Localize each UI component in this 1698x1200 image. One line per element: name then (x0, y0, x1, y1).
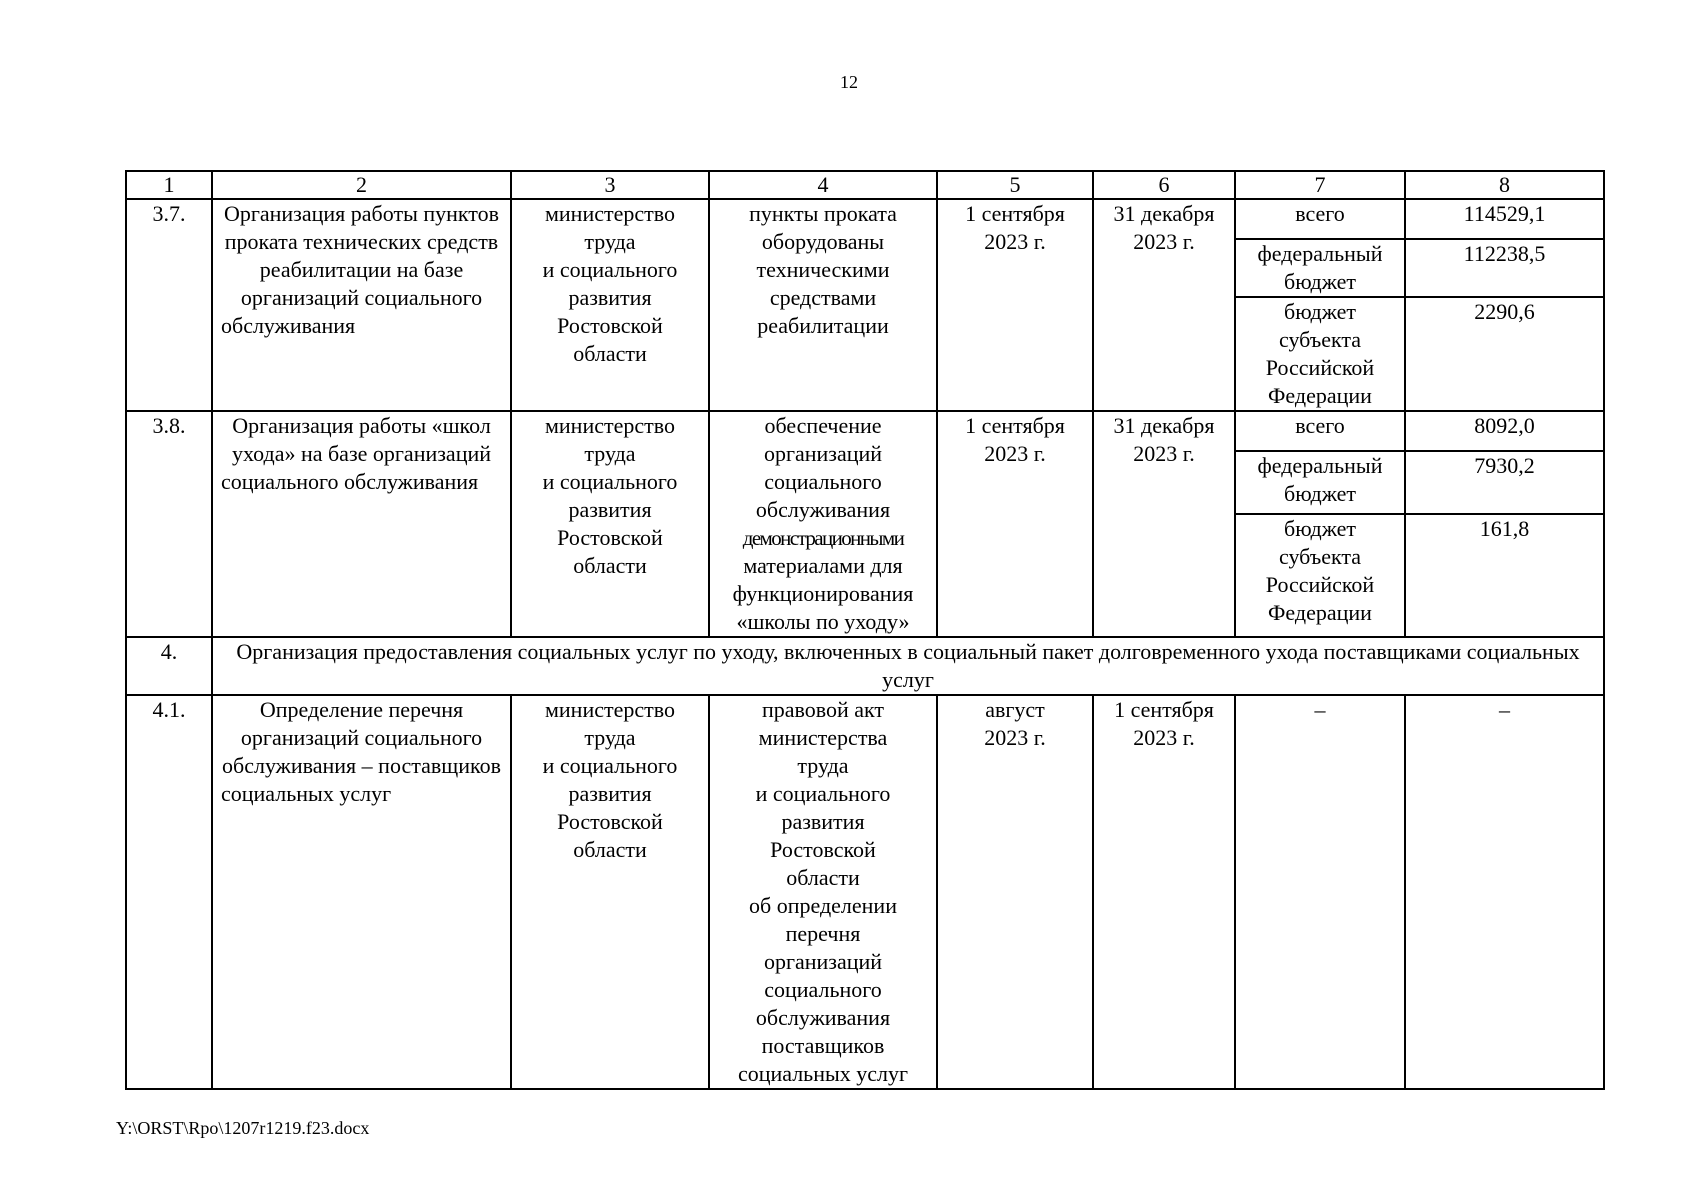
funding-amount: 7930,2 (1405, 451, 1604, 514)
result-line: организаций (763, 441, 883, 466)
page-number: 12 (840, 72, 858, 92)
header-cell: 3 (511, 171, 709, 199)
result-line: функционирования (732, 581, 914, 606)
funding-source: федеральный бюджет (1235, 451, 1405, 514)
end-date: 1 сентября 2023 г. (1093, 695, 1235, 1089)
file-path-footer: Y:\ORST\Rpo\1207r1219.f23.docx (116, 1118, 370, 1138)
responsible-executor: министерство труда и социального развития Ростовской области (511, 411, 709, 637)
start-date: август 2023 г. (937, 695, 1093, 1089)
funding-source: федеральный бюджет (1235, 239, 1405, 297)
result-line: обеспечение (764, 413, 882, 438)
row-number: 4.1. (126, 695, 212, 1089)
header-cell: 8 (1405, 171, 1604, 199)
funding-source: бюджет субъекта Российской Федерации (1235, 514, 1405, 637)
funding-source: всего (1235, 411, 1405, 451)
funding-amount: 2290,6 (1405, 297, 1604, 411)
responsible-executor: министерство труда и социального развития Ростовской области (511, 199, 709, 411)
result-line: «школы по уходу» (736, 609, 910, 634)
header-row (126, 171, 1604, 199)
section-row (126, 637, 1604, 695)
funding-source: всего (1235, 199, 1405, 239)
activity-name: Организация работы пунктов проката технических средств реабилитации на базе организаций социального обслуживания (212, 199, 511, 411)
funding-amount: – (1405, 695, 1604, 1089)
result-line: социального (764, 469, 882, 494)
header-cell: 6 (1093, 171, 1235, 199)
plan-table (125, 170, 1605, 1090)
start-date: 1 сентября 2023 г. (937, 411, 1093, 637)
start-date: 1 сентября 2023 г. (937, 199, 1093, 411)
activity-name: Организация работы «школ ухода» на базе организаций социального обслуживания (212, 411, 511, 637)
section-number: 4. (126, 637, 212, 695)
end-date: 31 декабря 2023 г. (1093, 411, 1235, 637)
table-row (126, 199, 1604, 239)
funding-amount: 8092,0 (1405, 411, 1604, 451)
header-cell: 2 (212, 171, 511, 199)
header-cell: 5 (937, 171, 1093, 199)
funding-amount: 161,8 (1405, 514, 1604, 637)
result-line: материалами для (743, 553, 903, 578)
header-cell: 1 (126, 171, 212, 199)
activity-name: Определение перечня организаций социального обслуживания – поставщиков социальных услуг (212, 695, 511, 1089)
table-row (126, 411, 1604, 451)
funding-amount: 114529,1 (1405, 199, 1604, 239)
expected-result: правовой акт министерства труда и социального развития Ростовской области об определении перечня организаций социального обслуживания поставщиков социальных услуг (709, 695, 937, 1089)
end-date: 31 декабря 2023 г. (1093, 199, 1235, 411)
result-line: демонстрационными (742, 526, 904, 550)
funding-source: бюджет субъекта Российской Федерации (1235, 297, 1405, 411)
expected-result (709, 411, 937, 637)
header-cell: 4 (709, 171, 937, 199)
row-number: 3.8. (126, 411, 212, 637)
row-number: 3.7. (126, 199, 212, 411)
table-row (126, 695, 1604, 1089)
funding-amount: 112238,5 (1405, 239, 1604, 297)
result-line: обслуживания (755, 497, 891, 522)
funding-source: – (1235, 695, 1405, 1089)
expected-result: пункты проката оборудованы техническими средствами реабилитации (709, 199, 937, 411)
responsible-executor: министерство труда и социального развития Ростовской области (511, 695, 709, 1089)
section-title: Организация предоставления социальных услуг по уходу, включенных в социальный пакет долговременного ухода поставщиками социальных услуг (212, 637, 1604, 695)
header-cell: 7 (1235, 171, 1405, 199)
